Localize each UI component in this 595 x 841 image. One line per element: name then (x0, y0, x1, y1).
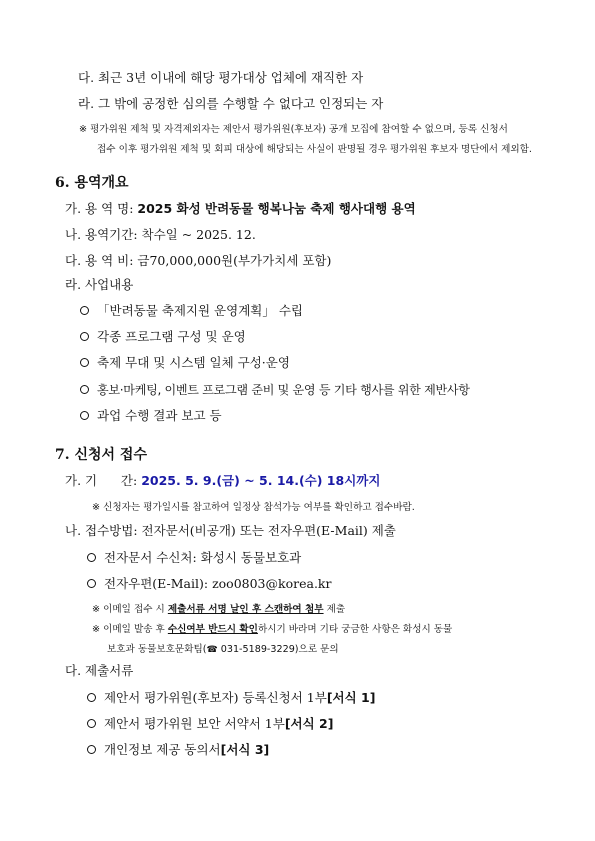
documents-label: 다. 제출서류 (65, 663, 134, 678)
bullet-circle-icon (87, 553, 96, 562)
bullet-circle-icon (80, 306, 89, 315)
service-name-row (65, 201, 416, 217)
email-confirm-note: ※ 이메일 발송 후 수신여부 반드시 확인하시기 바라며 기타 궁금한 사항은 화성시 동물 (92, 624, 453, 635)
email-submit-emphasis: 제출서류 서명 날인 후 스캔하여 첨부 (167, 604, 324, 615)
eligibility-item-da: 다. 최근 3년 이내에 해당 평가대상 업체에 재직한 자 (78, 70, 364, 85)
form-reference: [서식 1] (326, 690, 376, 705)
application-period-value: 2025. 5. 9.(금) ~ 5. 14.(수) 18시까지 (141, 473, 381, 488)
bullet-circle-icon (87, 719, 96, 728)
bullet-circle-icon (80, 411, 89, 420)
section6-heading: 6. 용역개요 (55, 175, 129, 191)
contact-note: 보호과 동물보호문화팀(☎ 031-5189-3229)으로 문의 (107, 644, 339, 655)
email-submit-note: ※ 이메일 접수 시 제출서류 서명 날인 후 스캔하여 첨부 제출 (92, 604, 346, 615)
scope-item: 각종 프로그램 구성 및 운영 (80, 329, 246, 345)
method-item: 전자문서 수신처: 화성시 동물보호과 (87, 550, 301, 566)
bullet-circle-icon (87, 579, 96, 588)
form-reference: [서식 2] (284, 716, 334, 731)
method-item: 전자우편(E-Mail): zoo0803@korea.kr (87, 576, 331, 592)
email-confirm-emphasis: 수신여부 반드시 확인 (167, 624, 258, 635)
document-item: 제안서 평가위원(후보자) 등록신청서 1부[서식 1] (87, 690, 375, 706)
service-period: 나. 용역기간: 착수일 ~ 2025. 12. (65, 227, 256, 242)
document-item: 개인정보 제공 동의서[서식 3] (87, 742, 269, 758)
scope-item: 홍보·마케팅, 이벤트 프로그램 준비 및 운영 등 기타 행사를 위한 제반사항 (80, 382, 470, 398)
bullet-circle-icon (87, 693, 96, 702)
service-name-label: 가. 용 역 명: (65, 201, 138, 216)
form-reference: [서식 3] (220, 742, 270, 757)
bullet-circle-icon (80, 358, 89, 367)
application-period-row (65, 473, 380, 489)
eligibility-note-line2: 접수 이후 평가위원 제척 및 회피 대상에 해당되는 사실이 판명될 경우 평가위원 후보자 명단에서 제외함. (97, 144, 532, 155)
bullet-circle-icon (80, 385, 89, 394)
service-name-value: 2025 화성 반려동물 행복나눔 축제 행사대행 용역 (137, 201, 416, 216)
scope-item: 과업 수행 결과 보고 등 (80, 408, 222, 424)
eligibility-item-ra: 라. 그 밖에 공정한 심의를 수행할 수 없다고 인정되는 자 (78, 96, 384, 111)
scope-item: 축제 무대 및 시스템 일체 구성·운영 (80, 355, 290, 371)
document-item: 제안서 평가위원 보안 서약서 1부[서식 2] (87, 716, 333, 732)
application-method: 나. 접수방법: 전자문서(비공개) 또는 전자우편(E-Mail) 제출 (65, 523, 396, 538)
scope-item: 「반려동물 축제지원 운영계획」 수립 (80, 303, 303, 319)
phone-icon: ☎ (206, 645, 218, 655)
service-cost: 다. 용 역 비: 금70,000,000원(부가가치세 포함) (65, 253, 332, 268)
application-period-label: 가. 기 간: (65, 473, 142, 488)
section7-heading: 7. 신청서 접수 (55, 447, 147, 463)
bullet-circle-icon (80, 332, 89, 341)
application-period-note: ※ 신청자는 평가일시를 참고하여 일정상 참석가능 여부를 확인하고 접수바람. (92, 502, 415, 513)
scope-label: 라. 사업내용 (65, 277, 134, 292)
eligibility-note-line1: ※ 평가위원 제척 및 자격제외자는 제안서 평가위원(후보자) 공개 모집에 참여할 수 없으며, 등록 신청서 (79, 124, 508, 135)
bullet-circle-icon (87, 745, 96, 754)
